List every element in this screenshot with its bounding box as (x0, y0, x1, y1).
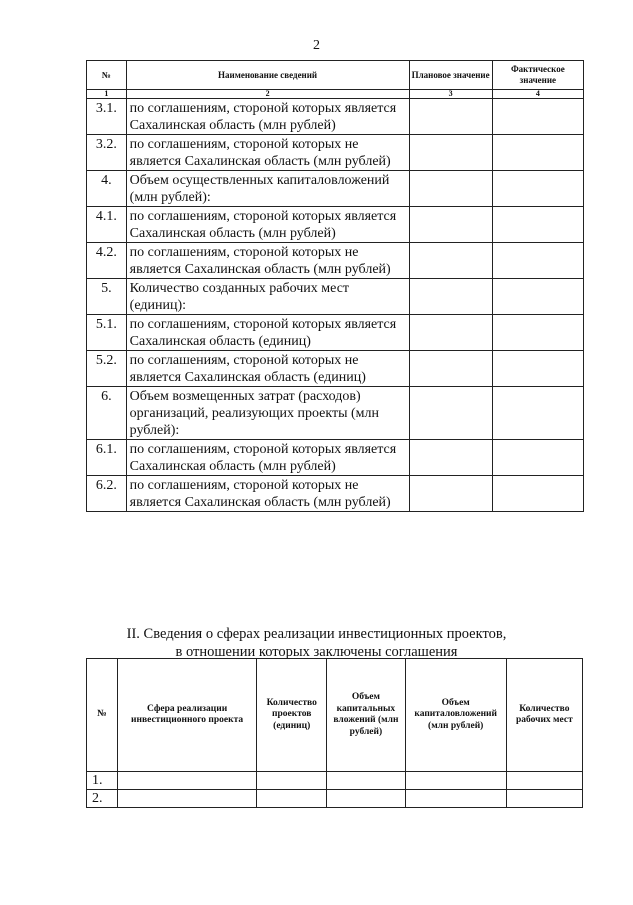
section-title (0, 625, 633, 661)
table-row (87, 387, 584, 440)
row-number: 4.1. (87, 207, 127, 243)
cap-investments-cell (327, 772, 406, 790)
cap-investments-cell (327, 790, 406, 808)
section-title-line: в отношении которых заключены соглашения (175, 644, 458, 660)
projects-cell (257, 772, 327, 790)
jobs-cell (506, 772, 582, 790)
plan-cell (409, 315, 492, 351)
header-plan: Плановое значение (409, 61, 492, 90)
table-row (87, 476, 584, 512)
table-row (87, 790, 583, 808)
row-number: 3.1. (87, 99, 127, 135)
row-name: по соглашениям, стороной которых не является Сахалинская область (млн рублей) (126, 135, 409, 171)
plan-cell (409, 476, 492, 512)
header-fact: Фактическое значение (492, 61, 583, 90)
column-number: 1 (87, 90, 127, 99)
sphere-cell (117, 790, 257, 808)
fact-cell (492, 279, 583, 315)
table-row (87, 171, 584, 207)
plan-cell (409, 387, 492, 440)
column-number: 3 (409, 90, 492, 99)
table-row (87, 279, 584, 315)
header-jobs-count: Количество рабочих мест (506, 659, 582, 772)
row-number: 5.2. (87, 351, 127, 387)
table-row (87, 315, 584, 351)
row-name: по соглашениям, стороной которых не является Сахалинская область (млн рублей) (126, 476, 409, 512)
page-number: 2 (313, 38, 320, 53)
fact-cell (492, 351, 583, 387)
header-name: Наименование сведений (126, 61, 409, 90)
fact-cell (492, 207, 583, 243)
row-name: по соглашениям, стороной которых не является Сахалинская область (млн рублей) (126, 243, 409, 279)
table-row (87, 99, 584, 135)
header-capital-investments-total: Объем капиталовложений (млн рублей) (405, 659, 506, 772)
header-sphere: Сфера реализации инвестиционного проекта (117, 659, 257, 772)
row-number: 5. (87, 279, 127, 315)
row-name: по соглашениям, стороной которых не является Сахалинская область (единиц) (126, 351, 409, 387)
row-number: 2. (87, 790, 118, 808)
header-number: № (87, 659, 118, 772)
column-numbers-row (87, 90, 584, 99)
table-header-row (87, 659, 583, 772)
row-number: 4. (87, 171, 127, 207)
row-number: 6.2. (87, 476, 127, 512)
table-row (87, 351, 584, 387)
jobs-cell (506, 790, 582, 808)
table-header-row (87, 61, 584, 90)
spheres-table (86, 658, 583, 808)
row-name: по соглашениям, стороной которых является Сахалинская область (млн рублей) (126, 440, 409, 476)
fact-cell (492, 476, 583, 512)
row-name: по соглашениям, стороной которых является Сахалинская область (млн рублей) (126, 207, 409, 243)
row-name: по соглашениям, стороной которых является Сахалинская область (млн рублей) (126, 99, 409, 135)
plan-cell (409, 99, 492, 135)
row-number: 6.1. (87, 440, 127, 476)
plan-cell (409, 440, 492, 476)
row-name: по соглашениям, стороной которых является Сахалинская область (единиц) (126, 315, 409, 351)
plan-cell (409, 243, 492, 279)
row-name: Объем осуществленных капиталовложений (млн рублей): (126, 171, 409, 207)
header-capital-investments: Объем капитальных вложений (млн рублей) (327, 659, 406, 772)
sphere-cell (117, 772, 257, 790)
fact-cell (492, 243, 583, 279)
table-row (87, 440, 584, 476)
table-row (87, 772, 583, 790)
header-projects-count: Количество проектов (единиц) (257, 659, 327, 772)
column-number: 4 (492, 90, 583, 99)
header-number: № (87, 61, 127, 90)
fact-cell (492, 387, 583, 440)
row-name: Объем возмещенных затрат (расходов) организаций, реализующих проекты (млн рублей): (126, 387, 409, 440)
fact-cell (492, 135, 583, 171)
column-number: 2 (126, 90, 409, 99)
plan-cell (409, 171, 492, 207)
row-number: 1. (87, 772, 118, 790)
fact-cell (492, 315, 583, 351)
fact-cell (492, 440, 583, 476)
indicators-table (86, 60, 584, 512)
section-title-line: II. Сведения о сферах реализации инвестиционных проектов, (126, 626, 507, 642)
row-number: 4.2. (87, 243, 127, 279)
fact-cell (492, 99, 583, 135)
row-number: 5.1. (87, 315, 127, 351)
table-row (87, 207, 584, 243)
plan-cell (409, 351, 492, 387)
plan-cell (409, 279, 492, 315)
row-number: 6. (87, 387, 127, 440)
row-number: 3.2. (87, 135, 127, 171)
projects-cell (257, 790, 327, 808)
plan-cell (409, 207, 492, 243)
table-row (87, 135, 584, 171)
capital-investments-cell (405, 790, 506, 808)
fact-cell (492, 171, 583, 207)
capital-investments-cell (405, 772, 506, 790)
table-row (87, 243, 584, 279)
plan-cell (409, 135, 492, 171)
row-name: Количество созданных рабочих мест (единиц): (126, 279, 409, 315)
